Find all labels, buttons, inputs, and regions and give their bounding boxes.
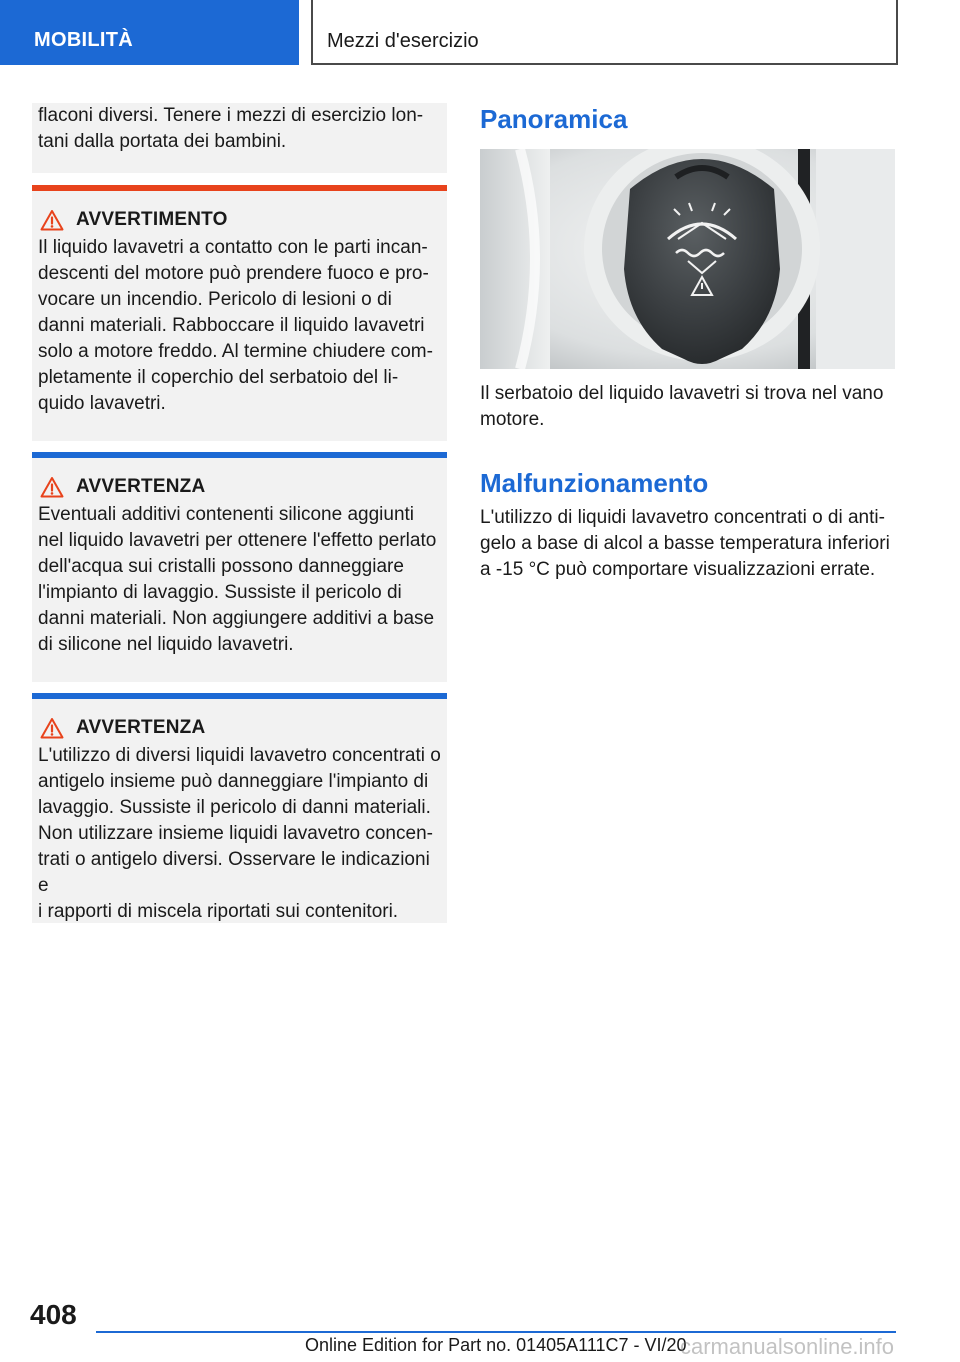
intro-text-box: [32, 103, 447, 173]
caution-notice-mixing: [32, 693, 447, 923]
warning-notice: [32, 185, 447, 441]
caution-notice-title-row: [38, 476, 441, 498]
intro-text: flaconi diversi. Tenere i mezzi di esercizio lon- tani dalla portata dei bambini.: [38, 105, 424, 152]
warning-triangle-icon: [40, 209, 64, 231]
malfunction-heading: Malfunzionamento: [480, 468, 709, 498]
caution-notice-body: Eventuali additivi contenenti silicone aggiunti nel liquido lavavetri per ottenere l'effetto perlato dell'acqua sui cristalli possono danneggiare l'impianto di lavaggio. Sussiste il pericolo di danni materiali. Non aggiungere additivi a base di silicone nel liquido lavavetri.: [38, 504, 437, 655]
caution-notice-body: L'utilizzo di diversi liquidi lavavetro concentrati o antigelo insieme può danneggiare l'impianto di lavaggio. Sussiste il pericolo di danni materiali. Non utilizzare insieme liquidi lavavetro concen- trati o antigelo diversi. Osservare le indicazioni e i rapporti di miscela riportati sui contenitori.: [38, 745, 441, 922]
caution-notice-silicone: [32, 452, 447, 682]
warning-triangle-icon: [40, 476, 64, 498]
washer-fluid-cap-illustration: [480, 149, 895, 369]
caution-notice-title: AVVERTENZA: [76, 717, 206, 738]
header-chapter-label: Mezzi d'esercizio: [327, 30, 479, 52]
header-section-label: MOBILITÀ: [34, 29, 134, 51]
header-section-tab: [0, 0, 299, 65]
caution-notice-title-row: [38, 717, 441, 739]
warning-notice-title-row: [38, 209, 441, 231]
watermark: carmanualsonline.info: [680, 1334, 895, 1359]
overview-heading: Panoramica: [480, 104, 628, 134]
caution-notice-title: AVVERTENZA: [76, 476, 206, 497]
header-chapter-tab: [311, 0, 898, 65]
malfunction-text: L'utilizzo di liquidi lavavetro concentrati o di anti- gelo a base di alcol a basse temperatura inferiori a -15 °C può comportare visualizzazioni errate.: [480, 507, 890, 580]
warning-notice-title: AVVERTIMENTO: [76, 209, 228, 230]
overview-text: Il serbatoio del liquido lavavetri si trova nel vano motore.: [480, 383, 884, 430]
warning-triangle-icon: [40, 717, 64, 739]
warning-notice-body: Il liquido lavavetri a contatto con le parti incan- descenti del motore può prendere fuoco e pro- vocare un incendio. Pericolo di lesioni o di danni materiali. Rabboccare il liquido lavavetri solo a motore freddo. Al termine chiudere com- pletamente il coperchio del serbatoio del li- quido lavavetri.: [38, 237, 433, 414]
footer-edition-text: Online Edition for Part no. 01405A111C7 - VI/20: [305, 1335, 687, 1355]
footer-divider: [96, 1331, 896, 1333]
washer-reservoir-photo: [480, 149, 895, 369]
page-number: 408: [30, 1299, 77, 1330]
